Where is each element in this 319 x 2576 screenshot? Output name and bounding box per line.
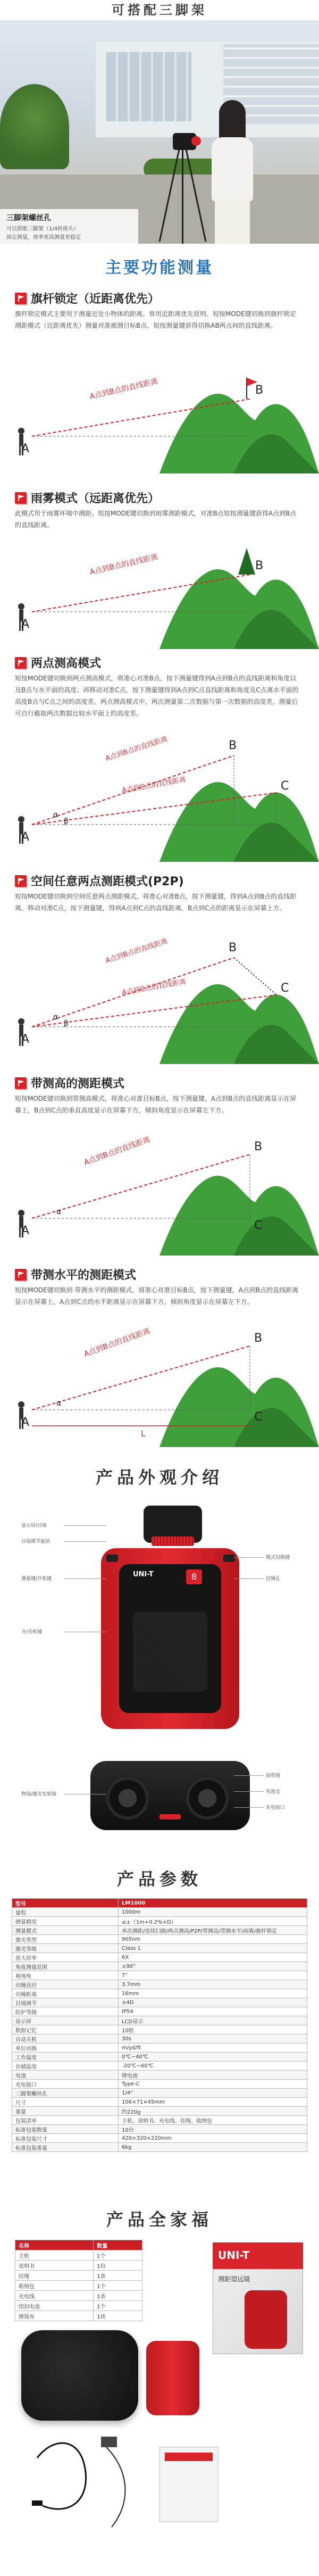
feature-flag-icon (15, 1269, 27, 1281)
device-front (101, 1506, 239, 1729)
spec-key: 目镜调节 (12, 1998, 119, 2007)
distance-label: A点到B点的直线距离 (82, 1135, 152, 1167)
package-header-qty: 数量 (94, 2240, 142, 2250)
hero-caption-title: 三脚架螺丝孔 (6, 214, 51, 222)
spec-value: 16mm (119, 1989, 307, 1998)
point-b-label: B (254, 1140, 263, 1153)
spec-row (12, 1908, 307, 1917)
package-row (15, 2271, 142, 2281)
device-back (90, 1750, 250, 1835)
point-b-label: B (229, 739, 237, 752)
spec-key: 标准包装数量 (12, 2125, 119, 2134)
callout-receiver: 接收镜 (266, 1773, 281, 1779)
product-box (213, 2242, 303, 2354)
horizontal-distance-label: L (141, 1428, 146, 1439)
spec-key: 存储温度 (12, 2062, 119, 2071)
spec-key: 标准包装重量 (12, 2143, 119, 2152)
feature-description: 旗杆锁定模式主要用于测量近处小物体的距离。常用近距离优先原则。短按MODE键切换到旗杆锁定测距模式（近距离优先）测量对准被测目标B点，短按测量键获得切换AB两点间的直线距离。 (15, 310, 296, 329)
objective-lens (106, 1777, 149, 1819)
point-c-label: C (254, 1219, 263, 1232)
eyepiece-ring (152, 1536, 194, 1546)
spec-row (12, 2007, 307, 2016)
specs-banner (0, 1862, 319, 1894)
distance-label-ac: A点到C点的直线距离 (121, 775, 187, 795)
point-a-label: A (21, 618, 30, 631)
spec-row (12, 1998, 307, 2007)
callout-leader (234, 1578, 264, 1579)
feature-description: 短按MODE键切换到 带测水平的测距模式，将准心对准目标B点，按下测量键，A点到B点的直线距离显示在屏幕上，A点到C点的水平距离显示在屏幕下方，倾斜角度显示在屏幕左下方。 (15, 1286, 299, 1306)
package-item: 擦镜布 (15, 2311, 94, 2321)
spec-key: 三脚架螺丝孔 (12, 2089, 119, 2098)
callout-charge: 充电接口 (266, 1805, 286, 1810)
spec-row (12, 2089, 307, 2098)
spec-row (12, 2053, 307, 2062)
feature-heading (15, 872, 184, 889)
distance-label: A点到B点的直线距离 (89, 377, 159, 401)
feature-diagram (0, 343, 319, 473)
feature-flag-icon (15, 875, 27, 887)
feature-heading (15, 290, 160, 306)
spec-value: ≤±（1m+0.2%×D） (119, 1917, 307, 1926)
distance-label-ab: A点到B点的直线距离 (104, 937, 169, 965)
appearance-title: 产品外观介绍 (95, 1467, 223, 1488)
point-b-label: B (229, 941, 237, 954)
feature-name: 带测高的测距模式 (31, 1077, 125, 1091)
spec-value: 7° (119, 1971, 307, 1980)
package-qty: 1个 (94, 2301, 142, 2311)
callout-leader (64, 1525, 106, 1526)
spec-value: 主机、说明书、充电线、挂绳、收纳包 (119, 2116, 307, 2125)
feature-description: 短按MODE键切换到两点测高模式，将准心对准B点，按下测量键得到A点到B点的直线距离和角度以及B点与水平面的高度；再移动对准C点，按下测量键得到A点到C点直线距离和角度及C点离水平面的高度B点与C点之间的高度差。两点测高模式中，两次测量第二次数据与第一次数据的高度差，测量后可自行截取两次数据比较水平面上的高度差。 (15, 675, 299, 717)
distance-label-ab: A点到B点的直线距离 (104, 735, 169, 763)
spec-value: Class 1 (119, 1944, 307, 1953)
package-qty: 1份 (94, 2261, 142, 2271)
family-banner (0, 2203, 319, 2234)
spec-key: 自动关机 (12, 2034, 119, 2043)
spec-row (12, 1980, 307, 1989)
mode-button[interactable] (223, 1555, 235, 1562)
spec-value: 0℃~40℃ (119, 2053, 307, 2062)
feature-2 (0, 489, 319, 649)
spec-key: 测量模式 (12, 1926, 119, 1935)
appearance-banner (0, 1460, 319, 1492)
package-row (15, 2291, 142, 2301)
callout-right-2: 挂绳孔 (266, 1576, 281, 1582)
package-qty: 1个 (94, 2281, 142, 2291)
spec-key: 单位切换 (12, 2043, 119, 2053)
callout-right-1: 模式切换键 (266, 1555, 290, 1560)
spec-value: 3.7mm (119, 1980, 307, 1989)
spec-value: 420×320×220mm (119, 2134, 307, 2143)
device-screen-digit: 8 (186, 1569, 202, 1584)
spec-value: m/yd/ft (119, 2043, 307, 2053)
feature-3 (0, 654, 319, 862)
spec-row (12, 2107, 307, 2116)
spec-row (12, 1989, 307, 1998)
point-c-label: C (281, 779, 289, 793)
person-figure (207, 100, 255, 244)
package-item: 挂绳 (15, 2271, 94, 2281)
spec-header-value: LM1000 (119, 1899, 307, 1908)
spec-row (12, 2025, 307, 2034)
spec-row (12, 2134, 307, 2143)
spec-key: 激光类型 (12, 1935, 119, 1944)
spec-value: 30s (119, 2034, 307, 2043)
hero-banner (0, 0, 319, 17)
features-banner (0, 250, 319, 282)
spec-row (12, 2043, 307, 2053)
spec-key: 尺寸 (12, 2098, 119, 2107)
feature-6 (0, 1266, 319, 1447)
package-item: 纽扣电池 (15, 2301, 94, 2311)
hero-title: 可搭配三脚架 (112, 2, 207, 18)
spec-key: 显示屏 (12, 2016, 119, 2025)
point-a-label: A (21, 1224, 30, 1237)
device-brand: UNI-T (133, 1570, 154, 1578)
spec-value: 1000m (119, 1908, 307, 1917)
features-title: 主要功能测量 (105, 259, 214, 277)
spec-value: Type-C (119, 2080, 307, 2089)
package-row (15, 2301, 142, 2311)
feature-heading (15, 654, 101, 671)
angle-beta: β (64, 817, 69, 826)
distance-bc (234, 958, 276, 995)
spec-value: 905nm (119, 1935, 307, 1944)
spec-key: 出瞳直径 (12, 1980, 119, 1989)
angle-alpha: α (56, 1399, 62, 1408)
spec-value: ±90° (119, 1962, 307, 1971)
callout-leader (64, 1541, 106, 1542)
spec-key: 标准包装尺寸 (12, 2134, 119, 2143)
spec-key: 角度测量范围 (12, 1962, 119, 1971)
hero-caption-line-2: 固定测量，效率更高测量更稳定 (6, 235, 81, 240)
spec-header-row (12, 1899, 307, 1908)
callout-left-1: 显示屏/目镜 (21, 1523, 47, 1528)
carry-case (21, 2330, 138, 2421)
spec-key: 工作温度 (12, 2053, 119, 2062)
spec-row (12, 2098, 307, 2107)
spec-key: 测量精度 (12, 1917, 119, 1926)
spec-row (12, 1962, 307, 1971)
feature-diagram (0, 1128, 319, 1256)
feature-name: 旗杆锁定（近距离优先） (31, 293, 160, 306)
spec-value: 约220g (119, 2107, 307, 2116)
feature-flag-icon (15, 1077, 27, 1089)
device-in-family (146, 2341, 199, 2415)
angle-alpha: α (53, 811, 58, 819)
spec-key: 充电接口 (12, 2080, 119, 2089)
package-header-row (15, 2240, 142, 2250)
point-a-label: A (21, 830, 30, 844)
spec-row (12, 1944, 307, 1953)
spec-row (12, 2034, 307, 2043)
feature-name: 空间任意两点测距模式(P2P) (31, 875, 184, 888)
feature-flag-icon (15, 657, 27, 669)
spec-key: 包装清单 (12, 2116, 119, 2125)
spec-value: 锂电池 (119, 2071, 307, 2080)
feature-heading (15, 489, 160, 506)
feature-name: 两点测高模式 (31, 657, 102, 670)
callout-left-4: 开/关机键 (21, 1630, 43, 1635)
distance-label-ac: A点到C点的直线距离 (121, 977, 187, 997)
spec-row (12, 1953, 307, 1962)
point-c-label: C (254, 1410, 263, 1424)
spec-key: 出瞳距离 (12, 1989, 119, 1998)
spec-row (12, 2071, 307, 2080)
accessories (21, 2426, 308, 2532)
hero-caption (0, 209, 138, 244)
package-item: 说明书 (15, 2261, 94, 2271)
spec-value: 10组 (119, 2025, 307, 2034)
package-row (15, 2281, 142, 2291)
spec-key: 放大倍率 (12, 1953, 119, 1962)
feature-name: 雨雾模式（远距离优先） (31, 492, 160, 505)
specs-title: 产品参数 (116, 1869, 202, 1889)
spec-value: 1/4" (119, 2089, 307, 2098)
angle-alpha: α (53, 1013, 58, 1021)
spec-key: 防护等级 (12, 2007, 119, 2016)
spec-value: LCD显示 (119, 2016, 307, 2025)
spec-header-key: 型号 (12, 1899, 119, 1908)
angle-beta: β (64, 1019, 69, 1028)
spec-key: 量程 (12, 1908, 119, 1917)
device-body (101, 1548, 239, 1729)
callout-leader (64, 1578, 106, 1579)
feature-5 (0, 1075, 319, 1256)
package-row (15, 2250, 142, 2261)
feature-description: 此模式用于雨雾环境中测距。短按MODE键切换到雨雾测距模式，对准B点短按测量键获得A点到B点的直线距离。 (15, 510, 297, 529)
point-c-label: C (281, 982, 289, 995)
callout-battery: 电池仓 (266, 1789, 281, 1794)
box-brand: UNI-T (218, 2249, 250, 2262)
spec-row (12, 1971, 307, 1980)
package-row (15, 2311, 142, 2321)
spec-value: IP54 (119, 2007, 307, 2016)
spec-row (12, 2116, 307, 2125)
spec-row (12, 1917, 307, 1926)
spec-value: 单次测距/连续扫描/两点测高/P2P/带测高/带测水平/雨雾/旗杆锁定 (119, 1926, 307, 1935)
distance-label: A点到B点的直线距离 (82, 1326, 152, 1359)
point-b-label: B (255, 384, 264, 397)
feature-heading (15, 1075, 124, 1091)
package-qty: 1条 (94, 2291, 142, 2301)
callout-leader (234, 1557, 264, 1558)
feature-diagram (0, 718, 319, 862)
callout-objective: 物镜/激光发射镜 (21, 1792, 57, 1797)
spec-row (12, 1935, 307, 1944)
measure-button[interactable] (106, 1555, 118, 1562)
feature-name: 带测水平的测距模式 (31, 1269, 137, 1282)
package-qty: 1块 (94, 2311, 142, 2321)
feature-description: 短按MODE键切换到带测高模式，将准心对准目标B点，按下测量键，A点到B点的直线距离显示在屏幕上，B点到C点的垂直高度显示在屏幕下方，倾斜角度显示在屏幕左下方。 (15, 1095, 297, 1114)
spec-row (12, 2016, 307, 2025)
spec-key: 数据记忆 (12, 2025, 119, 2034)
callout-left-3: 测量键/开机键 (21, 1576, 52, 1582)
spec-row (12, 2143, 307, 2152)
receiver-lens (186, 1777, 229, 1819)
spec-row (12, 2080, 307, 2089)
feature-description: 短按MODE键切换到空间任意两点测距模式，将准心对准B点，按下测量键，得到A点到B点的直线距离，移动对准C点，按下测量键，得到A点到C点的直线距离，B点到C点的距离显示在屏幕上方。 (15, 893, 297, 912)
angle-alpha: α (56, 1208, 62, 1216)
callout-left-2: 目镜调节旋钮 (21, 1539, 51, 1544)
spec-row (12, 2125, 307, 2134)
feature-diagram (0, 926, 319, 1064)
spec-key: 重量 (12, 2107, 119, 2116)
feature-1 (0, 290, 319, 473)
spec-row (12, 1926, 307, 1935)
spec-row (12, 2062, 307, 2071)
hero-photo (0, 20, 319, 244)
package-table (15, 2240, 142, 2321)
spec-key: 视场角 (12, 1971, 119, 1980)
spec-value: 6X (119, 1953, 307, 1962)
point-b-label: B (254, 1332, 263, 1345)
feature-4 (0, 872, 319, 1064)
spec-key: 电池 (12, 2071, 119, 2080)
package-header-name: 名称 (15, 2240, 94, 2250)
distance-label: A点到B点的直线距离 (89, 552, 159, 577)
spec-value: 10台 (119, 2125, 307, 2134)
spec-key: 激光等级 (12, 1944, 119, 1953)
spec-value: ±4D (119, 1998, 307, 2007)
feature-flag-icon (15, 293, 27, 304)
package-qty: 1条 (94, 2271, 142, 2281)
feature-diagram (0, 1319, 319, 1447)
spec-value: 106×71×45mm (119, 2098, 307, 2107)
package-qty: 1个 (94, 2250, 142, 2261)
box-label: 测距望远镜 (218, 2275, 250, 2283)
package-item: 收纳包 (15, 2281, 94, 2291)
point-a-label: A (21, 442, 30, 455)
point-a-label: A (21, 1033, 30, 1046)
feature-heading (15, 1266, 136, 1283)
family-title: 产品全家福 (106, 2209, 213, 2230)
point-a-label: A (21, 1416, 30, 1429)
feature-diagram (0, 543, 319, 649)
hero-caption-line-1: 可以搭配三脚架（1/4转接头） (6, 226, 79, 232)
spec-table (12, 1898, 307, 2152)
package-row (15, 2261, 142, 2271)
point-b-label: B (255, 559, 264, 572)
spec-value: 6kg (119, 2143, 307, 2152)
package-item: 充电线 (15, 2291, 94, 2301)
feature-flag-icon (15, 492, 27, 504)
spec-value: -20℃~60℃ (119, 2062, 307, 2071)
appearance-section (0, 1500, 319, 1851)
package-item: 主机 (15, 2250, 94, 2261)
